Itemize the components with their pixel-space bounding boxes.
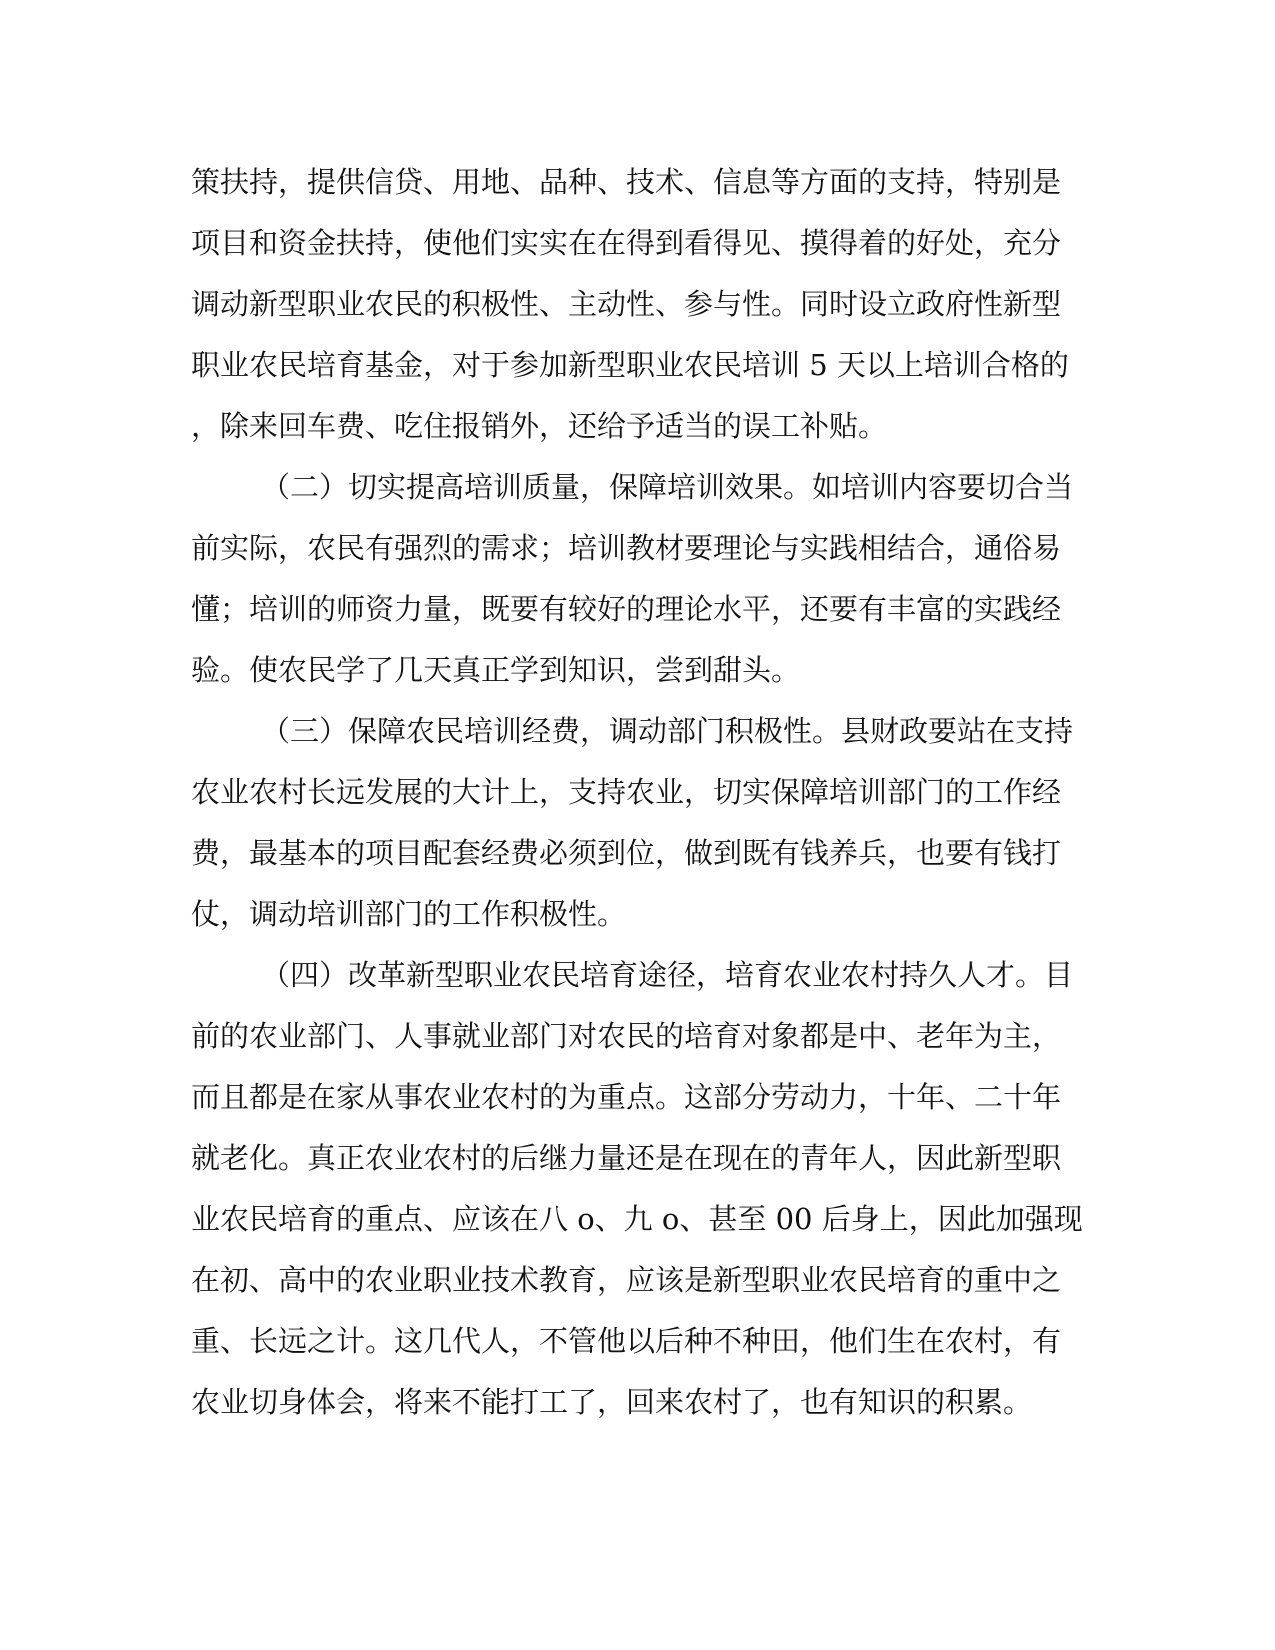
text-line: 重、长远之计。这几代人，不管他以后种不种田，他们生在农村，有: [191, 1324, 1062, 1358]
text-line: 费，最基本的项目配套经费必须到位，做到既有钱养兵，也要有钱打: [191, 836, 1062, 870]
text-line: 在初、高中的农业职业技术教育，应该是新型职业农民培育的重中之: [191, 1263, 1062, 1297]
text-line: 策扶持，提供信贷、用地、品种、技术、信息等方面的支持，特别是: [191, 165, 1062, 199]
text-line: 农业切身体会，将来不能打工了，回来农村了，也有知识的积累。: [191, 1385, 1033, 1419]
text-line: 职业农民培育基金，对于参加新型职业农民培训 5 天以上培训合格的: [191, 348, 1069, 382]
paragraph-policy-support: [191, 152, 1091, 457]
paragraph-section-2: [191, 457, 1091, 701]
text-line: 农业农村长远发展的大计上，支持农业，切实保障培训部门的工作经: [191, 775, 1062, 809]
paragraph-section-3: [191, 701, 1091, 945]
paragraph-section-4: [191, 945, 1091, 1433]
text-line: 就老化。真正农业农村的后继力量还是在现在的青年人，因此新型职: [191, 1141, 1062, 1175]
document-body: [191, 152, 1091, 1433]
text-line: ，除来回车费、吃住报销外，还给予适当的误工补贴。: [191, 409, 888, 443]
text-line: 前的农业部门、人事就业部门对农民的培育对象都是中、老年为主，: [191, 1019, 1062, 1053]
text-line: （二）切实提高培训质量，保障培训效果。如培训内容要切合当: [261, 470, 1074, 504]
text-line: 仗，调动培训部门的工作积极性。: [191, 897, 627, 931]
text-line: 前实际，农民有强烈的需求；培训教材要理论与实践相结合，通俗易: [191, 531, 1062, 565]
text-line: 懂；培训的师资力量，既要有较好的理论水平，还要有丰富的实践经: [191, 592, 1062, 626]
text-line: 业农民培育的重点、应该在八 o、九 o、甚至 00 后身上，因此加强现: [191, 1202, 1083, 1236]
text-line: 验。使农民学了几天真正学到知识，尝到甜头。: [191, 653, 801, 687]
text-line: 调动新型职业农民的积极性、主动性、参与性。同时设立政府性新型: [191, 287, 1062, 321]
text-line: 项目和资金扶持，使他们实实在在得到看得见、摸得着的好处，充分: [191, 226, 1062, 260]
text-line: 而且都是在家从事农业农村的为重点。这部分劳动力，十年、二十年: [191, 1080, 1062, 1114]
text-line: （三）保障农民培训经费，调动部门积极性。县财政要站在支持: [261, 714, 1074, 748]
text-line: （四）改革新型职业农民培育途径，培育农业农村持久人才。目: [261, 958, 1074, 992]
